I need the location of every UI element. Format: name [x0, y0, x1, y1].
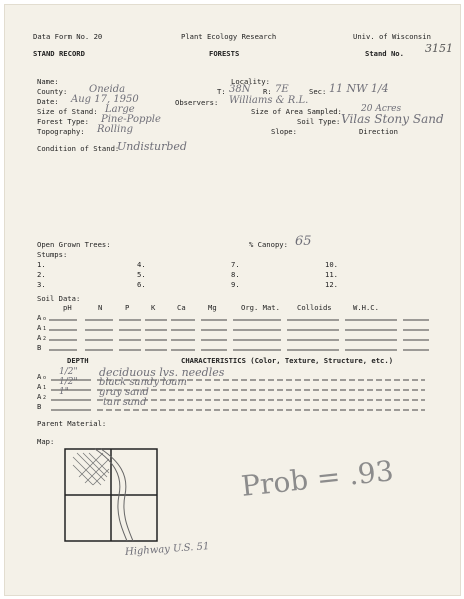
horizon-a1-desc: black sandy loam [99, 377, 187, 388]
organization: Plant Ecology Research [181, 32, 277, 41]
direction-label: Direction [359, 127, 398, 136]
horizon-sub: o [43, 375, 47, 381]
forests-title: FORESTS [209, 49, 240, 58]
soil-col-k: K [151, 303, 156, 312]
soil-type-value: Vilas Stony Sand [341, 112, 444, 126]
horizon-label: A [37, 392, 42, 401]
horizon-label: A [37, 382, 42, 391]
horizon-a2-desc: gray sand [99, 387, 149, 398]
horizon-a0-desc: deciduous lvs. needles [99, 366, 225, 379]
condition-label: Condition of Stand: [37, 144, 120, 153]
t-value: 38N [229, 84, 251, 95]
forest-type-label: Forest Type: [37, 117, 89, 126]
sec-label: Sec: [309, 87, 327, 96]
forest-type-value: Pine-Popple [101, 114, 161, 125]
date-value: Aug 17, 1950 [71, 94, 139, 105]
record-title: STAND RECORD [33, 49, 85, 58]
probability-note: Prob = .93 [239, 454, 396, 503]
stump-4: 4. [137, 260, 146, 269]
locality-label: Locality: [231, 77, 270, 86]
horizon-label: B [37, 402, 42, 411]
map-label: Map: [37, 437, 55, 446]
stump-8: 8. [231, 270, 240, 279]
soil-data-title: Soil Data: [37, 294, 81, 303]
open-grown-label: Open Grown Trees: [37, 240, 111, 249]
horizon-a1-depth: 1/2" [59, 377, 78, 387]
soil-col-ph: pH [63, 303, 72, 312]
soil-col-whc: W.H.C. [353, 303, 379, 312]
stand-map [63, 447, 163, 547]
stump-7: 7. [231, 260, 240, 269]
stump-9: 9. [231, 280, 240, 289]
stand-no-value: 3151 [425, 42, 453, 55]
stump-12: 12. [325, 280, 338, 289]
soil-row-sub: 2 [43, 336, 47, 342]
county-value: Oneida [89, 84, 126, 95]
stand-record-form [4, 4, 461, 596]
horizon-b-desc: tan sand [103, 397, 147, 408]
canopy-value: 65 [295, 234, 312, 249]
stump-2: 2. [37, 270, 46, 279]
soil-col-n: N [98, 303, 103, 312]
stump-5: 5. [137, 270, 146, 279]
name-label: Name: [37, 77, 59, 86]
stump-10: 10. [325, 260, 338, 269]
soil-type-label: Soil Type: [297, 117, 341, 126]
soil-col-p: P [125, 303, 130, 312]
stumps-label: Stumps: [37, 250, 68, 259]
soil-row-label: A [37, 333, 42, 342]
horizon-sub: 2 [43, 395, 47, 401]
stump-6: 6. [137, 280, 146, 289]
observers-label: Observers: [175, 98, 219, 107]
size-area-label: Size of Area Sampled: [251, 107, 342, 116]
soil-col-mg: Mg [208, 303, 217, 312]
r-value: 7E [275, 84, 289, 95]
horizon-a2-depth: 1" [59, 387, 69, 397]
county-label: County: [37, 87, 68, 96]
date-label: Date: [37, 97, 59, 106]
map-note: Highway U.S. 51 [124, 541, 210, 558]
stand-no-label: Stand No. [365, 49, 404, 58]
r-label: R: [263, 87, 272, 96]
soil-row-sub: o [43, 316, 47, 322]
depth-label: DEPTH [67, 356, 89, 365]
stump-1: 1. [37, 260, 46, 269]
soil-row-label: A [37, 323, 42, 332]
size-stand-label: Size of Stand: [37, 107, 98, 116]
observers-value: Williams & R.L. [229, 95, 309, 106]
soil-col-ca: Ca [177, 303, 186, 312]
university: Univ. of Wisconsin [353, 32, 431, 41]
soil-col-org: Org. Mat. [241, 303, 280, 312]
stump-3: 3. [37, 280, 46, 289]
form-number: Data Form No. 20 [33, 32, 103, 41]
condition-value: Undisturbed [117, 140, 187, 153]
characteristics-label: CHARACTERISTICS (Color, Texture, Structure, etc.) [181, 356, 394, 365]
parent-material-label: Parent Material: [37, 419, 107, 428]
horizon-label: A [37, 372, 42, 381]
canopy-label: % Canopy: [249, 240, 288, 249]
topography-value: Rolling [97, 124, 133, 135]
soil-row-sub: 1 [43, 326, 47, 332]
soil-col-colloids: Colloids [297, 303, 332, 312]
topography-label: Topography: [37, 127, 85, 136]
horizon-a0-depth: 1/2" [59, 367, 78, 377]
size-stand-value: Large [105, 104, 135, 115]
t-label: T: [217, 87, 226, 96]
stump-11: 11. [325, 270, 338, 279]
slope-label: Slope: [271, 127, 297, 136]
size-area-value: 20 Acres [361, 104, 402, 114]
sec-value: 11 NW 1/4 [329, 82, 389, 95]
soil-row-label: B [37, 343, 42, 352]
soil-row-label: A [37, 313, 42, 322]
horizon-sub: 1 [43, 385, 47, 391]
